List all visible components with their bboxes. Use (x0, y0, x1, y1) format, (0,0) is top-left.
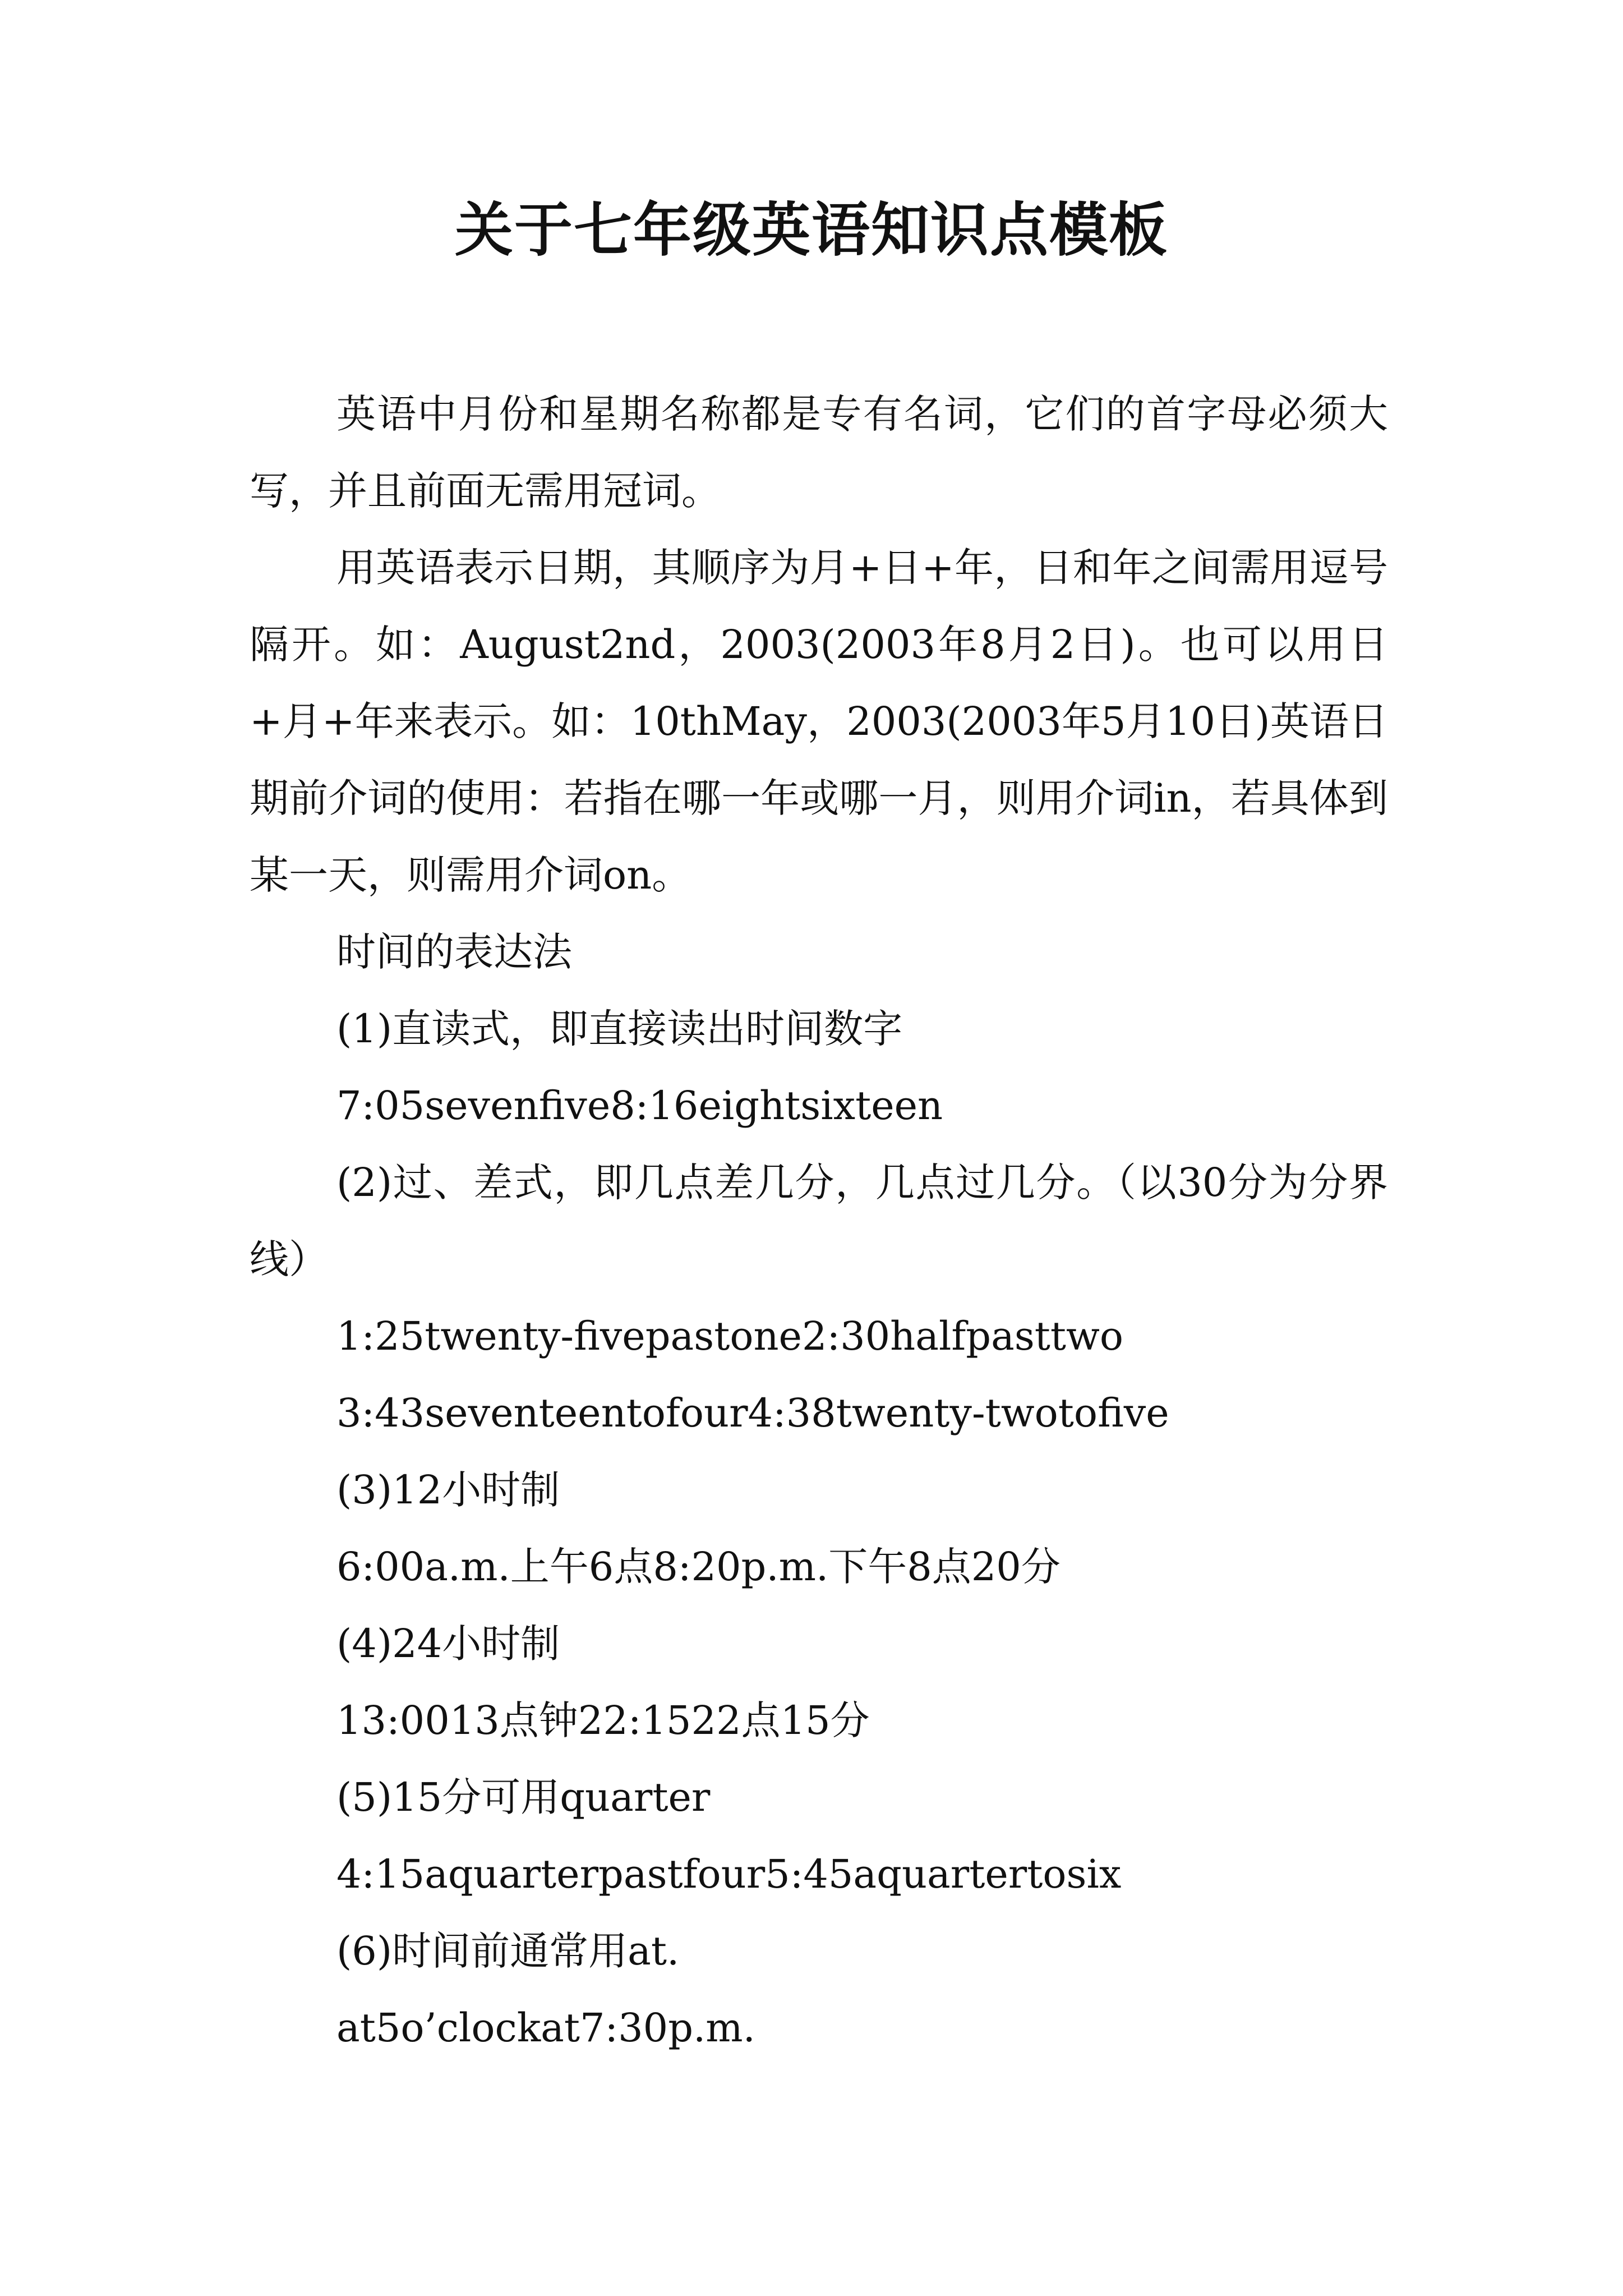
paragraph-date-expression: 用英语表示日期，其顺序为月+日+年，日和年之间需用逗号隔开。如：August2nd，2003(2003年8月2日)。也可以用日+月+年来表示。如：10thMay，2003(2003年5月10日)英语日期前介词的使用：若指在哪一年或哪一月，则用介词in，若具体到某一天，则需用介词on。 (250, 545, 1388, 898)
example-past: 1:25twenty-fivepastone2:30halfpasttwo (336, 1313, 1124, 1359)
list-item-direct-reading: (1)直读式，即直接读出时间数字 (336, 1006, 903, 1052)
document-body (250, 376, 1388, 2067)
paragraph-month-week-names: 英语中月份和星期名称都是专有名词，它们的首字母必须大写，并且前面无需用冠词。 (250, 391, 1388, 514)
section-heading-time-expression: 时间的表达法 (336, 929, 572, 975)
example-quarter: 4:15aquarterpastfour5:45aquartertosix (336, 1851, 1122, 1897)
example-direct-reading: 7:05sevenfive8:16eightsixteen (336, 1083, 943, 1129)
example-24-hour: 13:0013点钟22:1522点15分 (336, 1697, 870, 1743)
list-item-past-to: (2)过、差式，即几点差几分，几点过几分。（以30分为分界线） (250, 1159, 1388, 1282)
list-item-at-preposition: (6)时间前通常用at. (336, 1928, 680, 1974)
example-12-hour: 6:00a.m.上午6点8:20p.m.下午8点20分 (336, 1544, 1061, 1590)
list-item-quarter: (5)15分可用quarter (336, 1774, 711, 1820)
list-item-24-hour: (4)24小时制 (336, 1621, 560, 1667)
document-title: 关于七年级英语知识点模板 (454, 195, 1168, 264)
example-to: 3:43seventeentofour4:38twenty-twotofive (336, 1390, 1169, 1436)
list-item-12-hour: (3)12小时制 (336, 1467, 560, 1513)
example-at-preposition: at5o’clockat7:30p.m. (336, 2005, 755, 2051)
